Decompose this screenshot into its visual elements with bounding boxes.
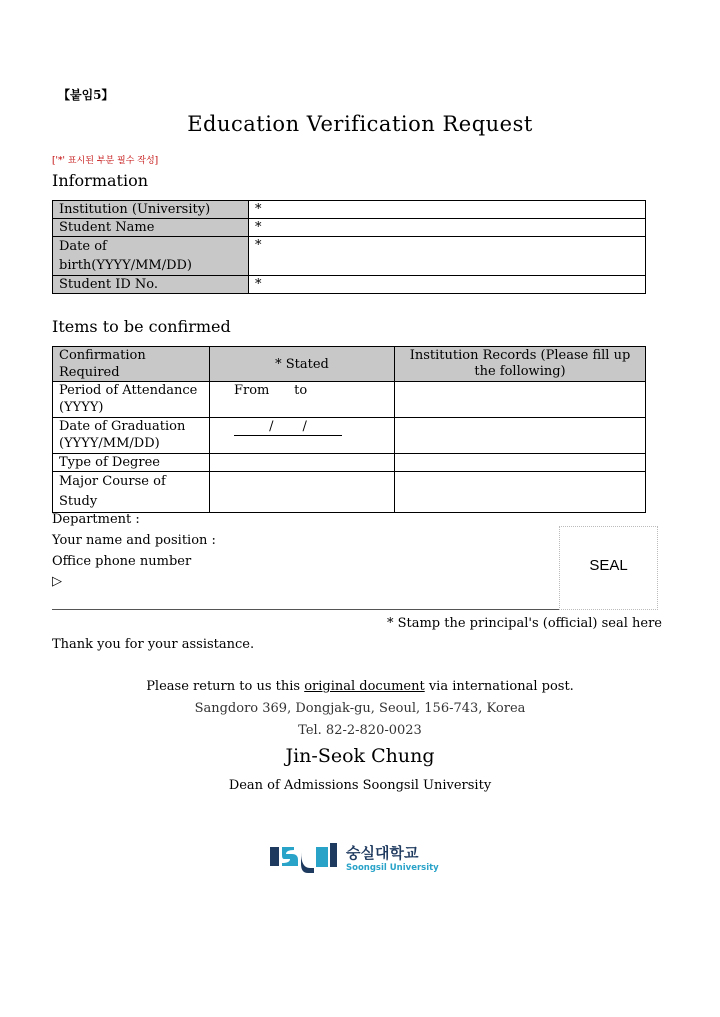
- row-label-period: Period of Attendance (YYYY): [53, 382, 210, 418]
- row-label-major: Major Course of Study: [53, 472, 210, 513]
- header-confirmation-required: Confirmation Required: [53, 347, 210, 382]
- thanks-text: Thank you for your assistance.: [52, 637, 255, 652]
- required-note: ['*' 표시된 부분 필수 작성]: [52, 156, 159, 166]
- row-stated-degree[interactable]: [210, 454, 395, 472]
- row-label-degree: Type of Degree: [53, 454, 210, 472]
- label-student-id: Student ID No.: [53, 276, 249, 294]
- seal-box[interactable]: SEAL: [559, 526, 658, 610]
- header-stated: * Stated: [210, 347, 395, 382]
- row-stated-graduation[interactable]: [210, 418, 395, 454]
- label-date-of-birth: Date of birth(YYYY/MM/DD): [53, 237, 249, 276]
- name-position-label: Your name and position :: [52, 533, 216, 548]
- arrow-icon: ▷: [52, 574, 62, 589]
- row-record-major[interactable]: [395, 472, 646, 513]
- logo-english-text: Soongsil University: [346, 863, 439, 873]
- information-table: [52, 200, 646, 294]
- row-record-graduation[interactable]: [395, 418, 646, 454]
- field-institution[interactable]: *: [249, 201, 646, 219]
- row-stated-major[interactable]: [210, 472, 395, 513]
- page-title: Education Verification Request: [187, 112, 533, 136]
- return-prefix: Please return to us this: [146, 679, 305, 694]
- row-record-degree[interactable]: [395, 454, 646, 472]
- items-table: [52, 346, 646, 513]
- field-date-of-birth[interactable]: *: [249, 237, 646, 276]
- university-logo-mark: [270, 840, 460, 876]
- row-record-period[interactable]: [395, 382, 646, 418]
- label-institution: Institution (University): [53, 201, 249, 219]
- signer-name: Jin-Seok Chung: [285, 745, 435, 767]
- tel-text: Tel. 82-2-820-0023: [298, 723, 422, 738]
- annex-label: 【붙임5】: [58, 88, 114, 102]
- original-document-text: original document: [304, 679, 425, 694]
- signature-divider: [52, 609, 559, 610]
- return-instruction: [0, 679, 720, 694]
- row-stated-period[interactable]: From to: [210, 382, 395, 418]
- row-label-graduation: Date of Graduation (YYYY/MM/DD): [53, 418, 210, 454]
- field-student-name[interactable]: *: [249, 219, 646, 237]
- return-suffix: via international post.: [424, 679, 574, 694]
- information-heading: Information: [52, 171, 149, 190]
- logo-korean-text: 숭실대학교: [346, 844, 419, 862]
- university-logo: [270, 840, 460, 876]
- field-student-id[interactable]: *: [249, 276, 646, 294]
- graduation-date-blank[interactable]: / /: [234, 418, 342, 436]
- signer-title: Dean of Admissions Soongsil University: [228, 778, 492, 793]
- office-phone-label: Office phone number: [52, 554, 192, 569]
- items-heading: Items to be confirmed: [52, 317, 231, 336]
- department-label: Department :: [52, 512, 140, 527]
- address-text: Sangdoro 369, Dongjak-gu, Seoul, 156-743, Korea: [194, 701, 526, 716]
- header-institution-records: Institution Records (Please fill up the following): [395, 347, 646, 382]
- label-student-name: Student Name: [53, 219, 249, 237]
- stamp-note: * Stamp the principal's (official) seal here: [386, 616, 662, 631]
